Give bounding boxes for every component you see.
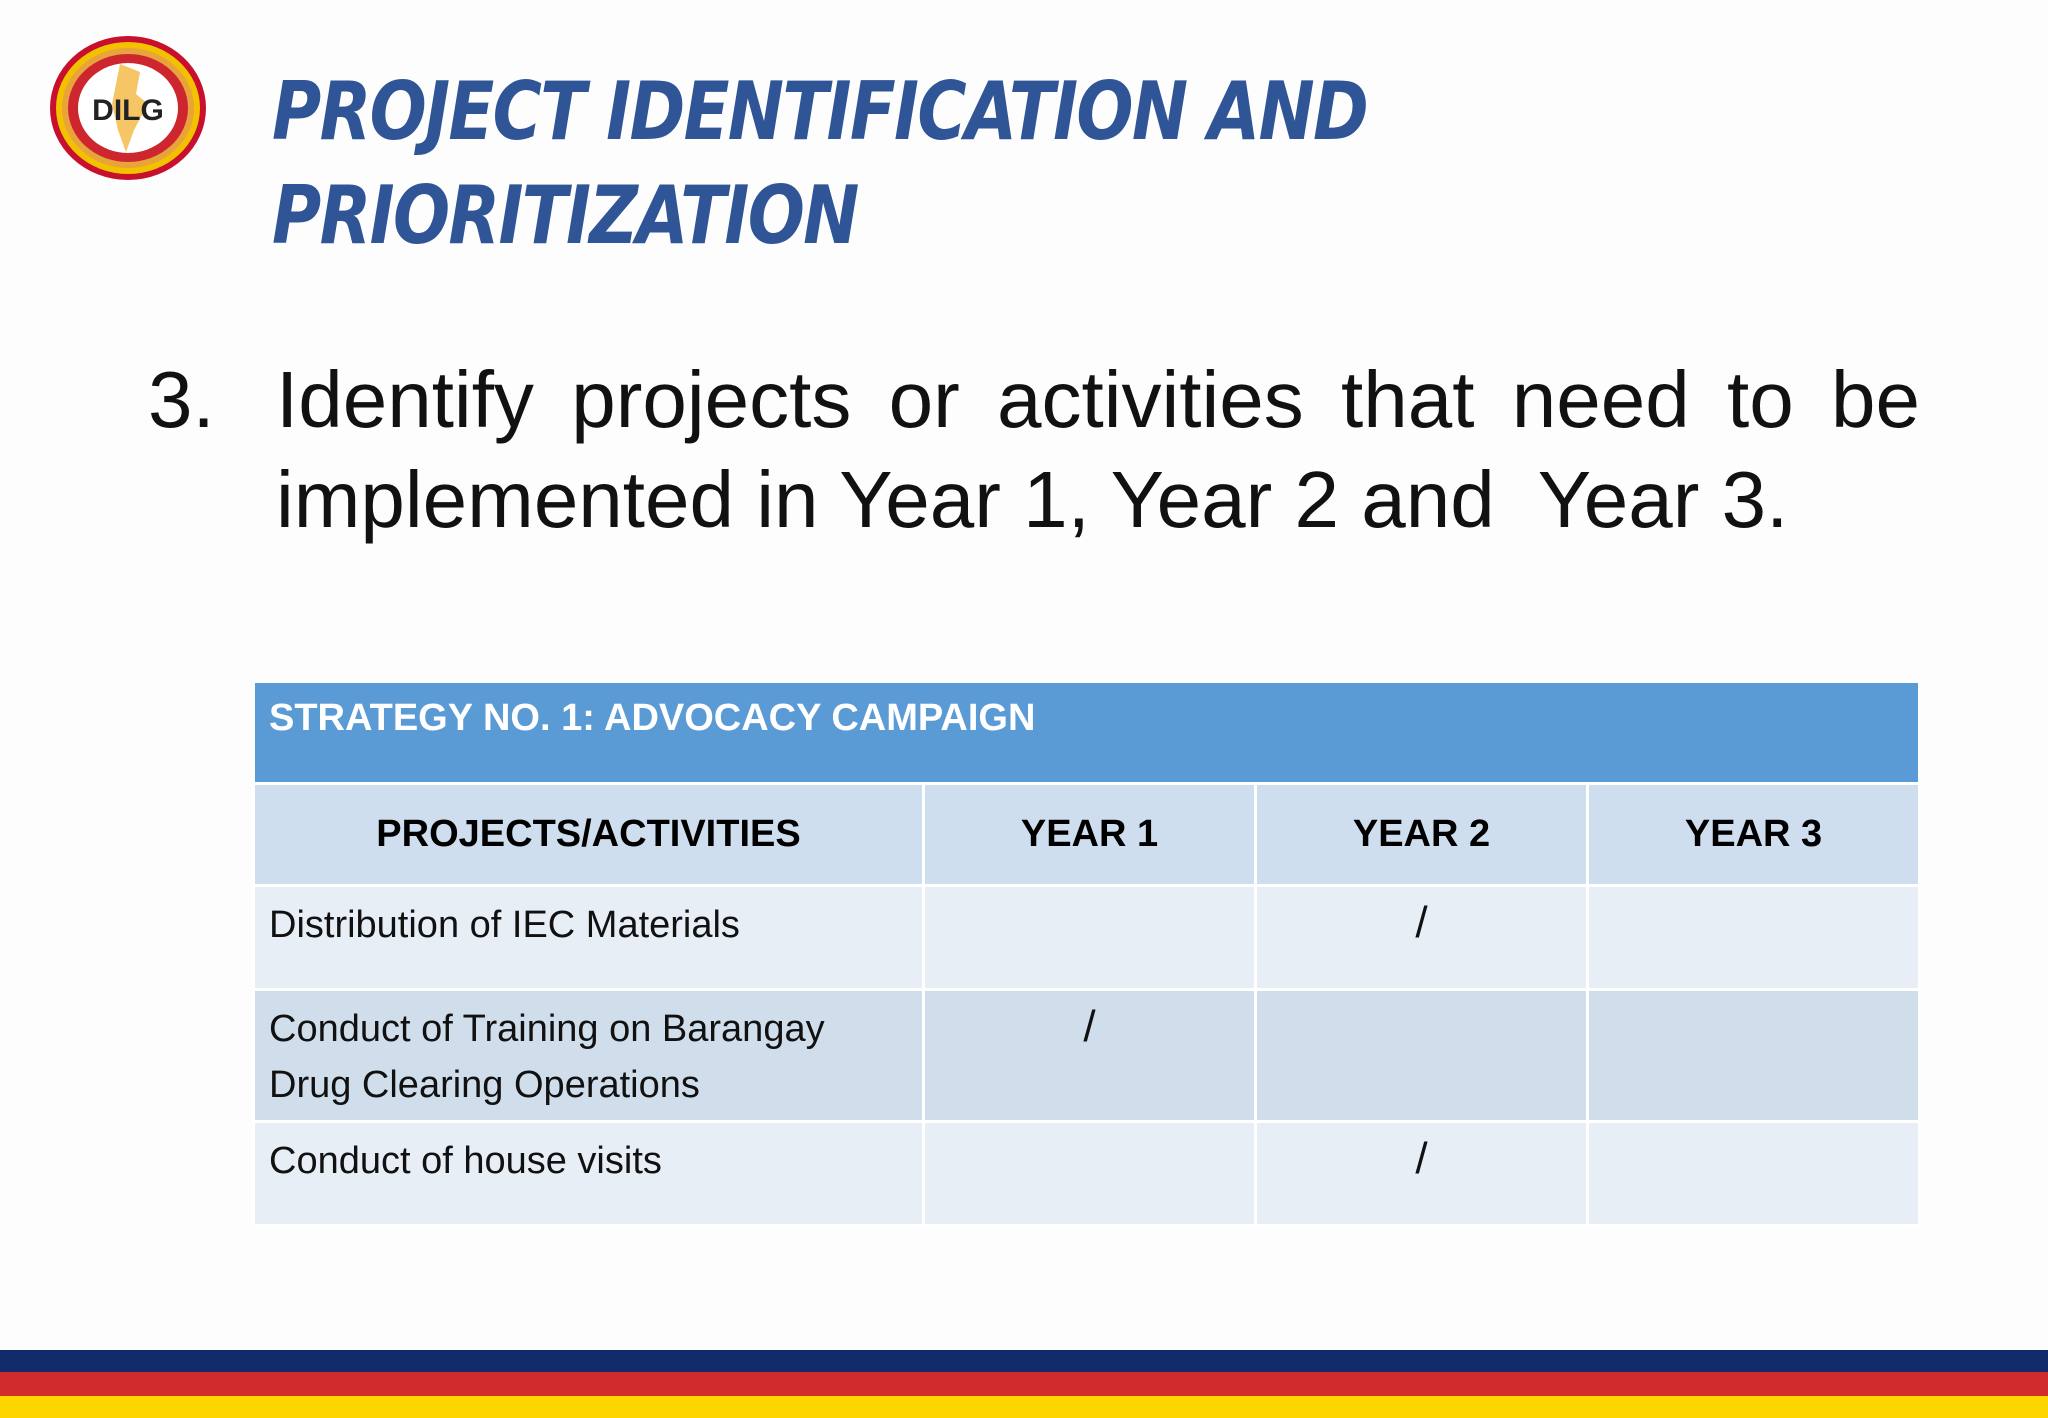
instruction-item [148, 350, 1920, 550]
table-row [254, 886, 1920, 990]
page-title-line-1: PROJECT IDENTIFICATION AND [272, 65, 1368, 158]
year-3-mark [1588, 886, 1920, 990]
instruction-line-1: Identify projects or activities that need to be [276, 355, 1920, 444]
year-1-mark [924, 886, 1256, 990]
strategy-table [252, 680, 1921, 1227]
footer-stripe-yellow [0, 1396, 2048, 1418]
activity-cell: Conduct of Training on Barangay Drug Clearing Operations [254, 990, 924, 1122]
strategy-header: STRATEGY NO. 1: ADVOCACY CAMPAIGN [254, 682, 1920, 784]
instruction-line-2: implemented in Year 1, Year 2 and Year 3. [276, 455, 1789, 544]
year-3-mark [1588, 990, 1920, 1122]
year-1-mark [924, 1122, 1256, 1226]
dilg-logo [48, 34, 208, 182]
page-title [272, 60, 1367, 268]
year-2-mark: / [1256, 886, 1588, 990]
logo-text: DILG [92, 94, 164, 127]
table-row [254, 990, 1920, 1122]
footer-stripe-blue [0, 1350, 2048, 1372]
column-header-year-3: YEAR 3 [1588, 784, 1920, 886]
column-header-activities: PROJECTS/ACTIVITIES [254, 784, 924, 886]
column-header-year-2: YEAR 2 [1256, 784, 1588, 886]
year-3-mark [1588, 1122, 1920, 1226]
table-row [254, 1122, 1920, 1226]
page-title-line-2: PRIORITIZATION [272, 169, 858, 262]
year-2-mark: / [1256, 1122, 1588, 1226]
instruction-text [276, 350, 1920, 550]
instruction-number: 3. [148, 355, 215, 444]
year-2-mark [1256, 990, 1588, 1122]
column-header-year-1: YEAR 1 [924, 784, 1256, 886]
activity-cell: Distribution of IEC Materials [254, 886, 924, 990]
activity-cell: Conduct of house visits [254, 1122, 924, 1226]
year-1-mark: / [924, 990, 1256, 1122]
footer-stripe-red [0, 1372, 2048, 1396]
